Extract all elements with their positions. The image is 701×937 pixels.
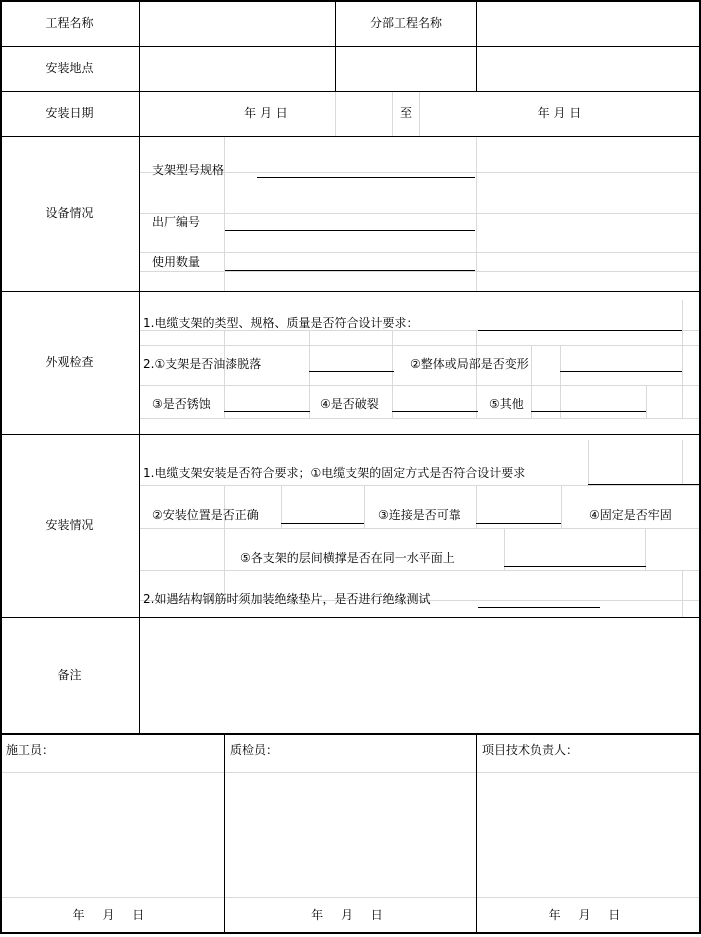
grid-line-v: [224, 136, 225, 291]
project-name-label: 工程名称: [45, 15, 94, 30]
appearance-value-2[interactable]: [310, 348, 393, 370]
sub-project-name-value[interactable]: [480, 0, 698, 46]
installation-line-1: 1.电缆支架安装是否符合要求；①电缆支架的固定方式是否符合设计要求: [143, 466, 526, 480]
appearance-underline-1: [478, 330, 682, 331]
equipment-item-value-0[interactable]: [258, 152, 473, 176]
grid-line-v: [476, 136, 477, 291]
appearance-line-3b: ④是否破裂: [320, 397, 379, 411]
installation-line-2b: ③连接是否可靠: [378, 508, 461, 522]
appearance-underline-4: [224, 411, 310, 412]
appearance-underline-6: [531, 411, 646, 412]
appearance-line-2a: 2.①支架是否油漆脱落: [143, 357, 262, 371]
equipment-section-label: 设备情况: [45, 206, 94, 221]
signature-name-0[interactable]: [6, 775, 218, 890]
install-location-value-c[interactable]: [480, 46, 698, 91]
remarks-section-label: 备注: [57, 667, 82, 682]
equipment-underline-2: [225, 270, 475, 271]
table-bottom-border: [0, 932, 701, 934]
grid-line-v: [224, 485, 225, 600]
install-date-connector: 至: [399, 106, 412, 121]
installation-line-4: 2.如遇结构钢筋时须加装绝缘垫片，是否进行绝缘测试: [143, 592, 431, 606]
signature-name-1[interactable]: [230, 775, 470, 890]
signature-date-2[interactable]: 年 月 日: [548, 907, 628, 922]
grid-line-v: [561, 485, 562, 528]
signature-date-0[interactable]: 年 月 日: [72, 907, 152, 922]
grid-line-v: [309, 330, 310, 418]
signature-name-2[interactable]: [482, 775, 694, 890]
header-column-divider-2: [476, 0, 477, 91]
installation-underline-2: [281, 523, 364, 524]
installation-underline-5: [478, 607, 600, 608]
equipment-underline-1: [225, 230, 475, 231]
signature-date-1[interactable]: 年 月 日: [311, 907, 390, 922]
grid-line-v: [682, 570, 683, 617]
appearance-underline-3: [560, 371, 682, 372]
appearance-line-2b: ②整体或局部是否变形: [410, 357, 529, 371]
grid-line-v: [364, 485, 365, 528]
grid-line-h: [0, 772, 701, 773]
installation-underline-1: [588, 484, 699, 485]
installation-value-1[interactable]: [589, 456, 697, 478]
installation-line-3: ⑤各支架的层间横撑是否在同一水平面上: [240, 551, 455, 565]
appearance-value-5[interactable]: [393, 388, 477, 410]
remarks-value[interactable]: [143, 620, 696, 730]
grid-line-v: [682, 300, 683, 418]
install-date-end[interactable]: 年 月 日: [537, 106, 582, 121]
sub-project-name-label: 分部工程名称: [369, 15, 442, 30]
installation-value-2[interactable]: [282, 499, 363, 521]
appearance-underline-5: [392, 411, 478, 412]
appearance-line-3c: ⑤其他: [489, 397, 524, 411]
install-location-value-b[interactable]: [338, 46, 474, 91]
appearance-value-4[interactable]: [225, 388, 309, 410]
install-location-value-a[interactable]: [143, 46, 333, 91]
installation-underline-4: [504, 566, 646, 567]
equipment-item-label-0: 支架型号规格: [152, 163, 225, 177]
appearance-line-3a: ③是否锈蚀: [152, 397, 211, 411]
equipment-item-label-1: 出厂编号: [152, 215, 201, 229]
installation-value-5[interactable]: [479, 583, 599, 605]
install-date-start[interactable]: 年 月 日: [244, 106, 288, 121]
install-location-label: 安装地点: [45, 61, 94, 76]
appearance-section-label: 外观检查: [45, 355, 94, 370]
signature-label-0: 施工员：: [6, 743, 55, 757]
row-divider: [0, 733, 701, 735]
equipment-item-label-2: 使用数量: [152, 255, 201, 269]
installation-underline-3: [476, 523, 561, 524]
install-date-label: 安装日期: [45, 106, 94, 121]
installation-line-2a: ②安装位置是否正确: [152, 508, 259, 522]
appearance-value-3[interactable]: [561, 348, 681, 370]
installation-value-3[interactable]: [477, 499, 560, 521]
installation-section-label: 安装情况: [45, 518, 94, 533]
grid-line-v: [645, 528, 646, 570]
signature-label-1: 质检员：: [230, 743, 279, 757]
project-name-value[interactable]: [143, 0, 333, 46]
signature-label-2: 项目技术负责人：: [482, 743, 579, 757]
appearance-value-1[interactable]: [479, 306, 679, 328]
grid-line-h: [139, 418, 701, 419]
equipment-item-value-2[interactable]: [226, 244, 473, 268]
equipment-item-value-1[interactable]: [226, 204, 473, 228]
installation-line-2c: ④固定是否牢固: [589, 508, 672, 522]
appearance-line-1: 1.电缆支架的类型、规格、质量是否符合设计要求：: [143, 316, 419, 330]
appearance-value-6[interactable]: [532, 388, 645, 410]
equipment-underline-0: [257, 177, 475, 178]
installation-value-4[interactable]: [505, 542, 645, 564]
grid-line-v: [646, 385, 647, 418]
appearance-underline-2: [309, 371, 394, 372]
